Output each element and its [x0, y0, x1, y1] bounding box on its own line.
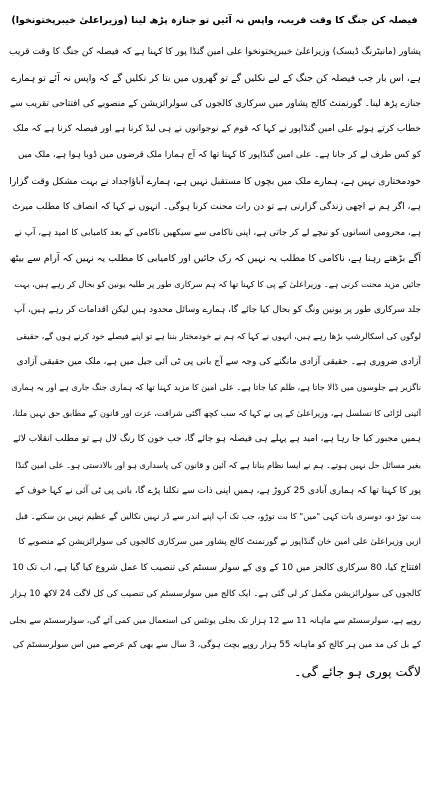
article-body-line: بغیر مسائل حل نہیں ہوتے۔ ہم نے ایسا نظام بنانا ہے کہ آئین و قانون کی پاسداری ہو اور بالادستی ہو۔ علی امین گنڈا: [15, 459, 421, 470]
article-body-line: ہے، اگر ہم نے اچھی زندگی گزارنی ہے تو دن رات محنت کرنا ہوگی۔ انہوں نے کہا کہ انصاف کا مطلب میرٹ: [12, 201, 421, 212]
article-body-line: لوگوں کی اسکالرشپ بڑھا رہے ہیں، انہوں نے کہا کہ ہم نے خودمختار بننا ہے تو اپنے فیصلے خود کرنے ہوں گے، حقیقی: [16, 330, 421, 341]
article-body-line: ہمیں مجبور کیا جا رہا ہے، امید ہے پہلے ہی فیصلہ ہو جائے گا، جب خون کا رنگ لال ہے تو مطلب انقلاب لائے: [12, 433, 421, 444]
article-body-line: خودمختاری نہیں ہے، ہمارے ملک میں بچوں کا مستقبل نہیں ہے، ہمارے آباؤاجداد نے بہت مشکل وقت گزارا: [9, 175, 421, 187]
article-body-line: بت توڑ دو، دوسری بات کہی "میں" کا بت توڑو، جب تک آپ اپنے اندر سے ڈر نہیں نکالیں گے عظیم نہیں بن سکتے۔ قبل: [15, 511, 421, 522]
article-body-line: جنازے پڑھ لینا۔ گورنمنٹ کالج پشاور میں سرکاری کالجوں کی سولرائزیشن کے منصوبے کی افتتاحی تقریب سے: [10, 98, 421, 109]
article-body-line: افتتاح کیا، 80 سرکاری کالجز میں 10 کے وی کے سولر سسٹم کی تنصیب کا عمل شروع کیا گیا ہے، اب تک 10: [12, 562, 421, 573]
article-body-line: آزادی ضروری ہے۔ حقیقی آزادی مانگنے کی وجہ سے آج بانی پی ٹی آئی جیل میں ہے، ملک میں حقیقی آزادی: [16, 356, 421, 367]
article-body-line: پشاور (مانیٹرنگ ڈیسک) وزیراعلیٰ خیبرپختونخوا علی امین گنڈا پور کا کہنا ہے کہ فیصلہ کن جنگ کا وقت قریب: [8, 47, 421, 57]
article-body-line: ہے، اس بار جب فیصلہ کن جنگ کے لیے نکلیں گے تو گھروں میں بتا کر نکلیں گے کہ واپس نہ آئے تو ہمارے: [11, 72, 421, 84]
article-headline: فیصلہ کن جنگ کا وقت قریب، واپس نہ آئیں تو جنازہ پڑھ لینا (وزیراعلیٰ خیبرپختونخوا): [11, 15, 418, 26]
article-body-line: جائیں مزید محنت کرنی ہے۔ وزیراعلیٰ کے پی کا کہنا تھا کہ ہم سرکاری طور پر طلبہ یونین کو بحال کر رہے ہیں، بہت: [14, 279, 421, 290]
article-body-line: کو کس طرف لے کر جانا ہے۔ علی امین گنڈاپور کا کہنا تھا کہ آج ہمارا ملک قرضوں میں ڈوبا ہوا ہے، ملک میں: [17, 150, 421, 161]
article-body-line: روپے ہے، سولرسسٹم سے ماہانہ 11 سے 12 ہزار تک بجلی یونٹس کی استعمال میں کمی آئے گی، سولرسسٹم سے بجلی: [9, 614, 421, 625]
article-body-line: پور کا کہنا تھا کہ ہماری آبادی 25 کروڑ ہے، ہمیں اپنی ذات سے نکلنا پڑے گا، بانی پی ٹی آئی نے کہا خوف کے: [14, 485, 421, 496]
article-body-line: آئینی لڑائی کا تسلسل ہے، وزیراعلیٰ کے پی نے کہا کہ سب کچھ آگئی شرافت، عزت اور قانون کے مطابق حق نہیں ملتا،: [12, 408, 421, 419]
article-body-line: جلد سرکاری طور پر یونین ونگ کو بحال کیا جائے گا، ہمارے وسائل محدود ہیں لیکن اقدامات کر رہے ہیں، آپ: [14, 304, 421, 315]
article-body: [8, 40, 421, 685]
article-body-line: کالجوں کی سولرائزیشن مکمل کر لی گئی ہے۔ ایک کالج میں سولرسسٹم کی تنصیب کی کل لاگت 24 لاکھ 10 ہزار: [10, 588, 421, 599]
article-body-line: ازیں وزیراعلیٰ علی امین خان گنڈاپور نے گورنمنٹ کالج پشاور میں سرکاری کالجوں کی سولرائزیشن کے منصوبے کا: [18, 537, 421, 548]
article-body-line: ہے، محرومی انسانوں کو نیچے لے کر جاتی ہے، اپنی ناکامی سے سیکھیں ناکامی کے بعد کامیابی کا امید ہے، آپ نے: [14, 227, 421, 238]
article-body-line: لاگت پوری ہو جائے گی۔: [294, 664, 421, 680]
article-body-line: ناگزیر ہے جلوسوں میں ڈالا جاتا ہے، ظلم کیا جاتا ہے۔ علی امین کا مزید کہنا تھا کہ ہماری جنگ جاری ہے اور یہ ہماری: [11, 382, 421, 393]
article-body-line: کے بل کی مد میں ہر کالج کو ماہانہ 55 ہزار روپے بچت ہوگی، 3 سال سے بھی کم عرصے میں اس سولرسسٹم کی: [12, 640, 421, 651]
article-body-line: خطاب کرتے ہوئے علی امین گنڈاپور نے کہا کہ قوم کے نوجوانوں نے ہی لیڈ کرنا ہے اور فیصلہ کرنا ہے کہ ملک: [12, 124, 421, 135]
article-body-line: آگے بڑھتے رہنا ہے، ناکامی کا مطلب یہ نہیں کہ رک جائیں اور کامیابی کا مطلب یہ نہیں کہ آرام سے بیٹھ: [9, 253, 421, 265]
